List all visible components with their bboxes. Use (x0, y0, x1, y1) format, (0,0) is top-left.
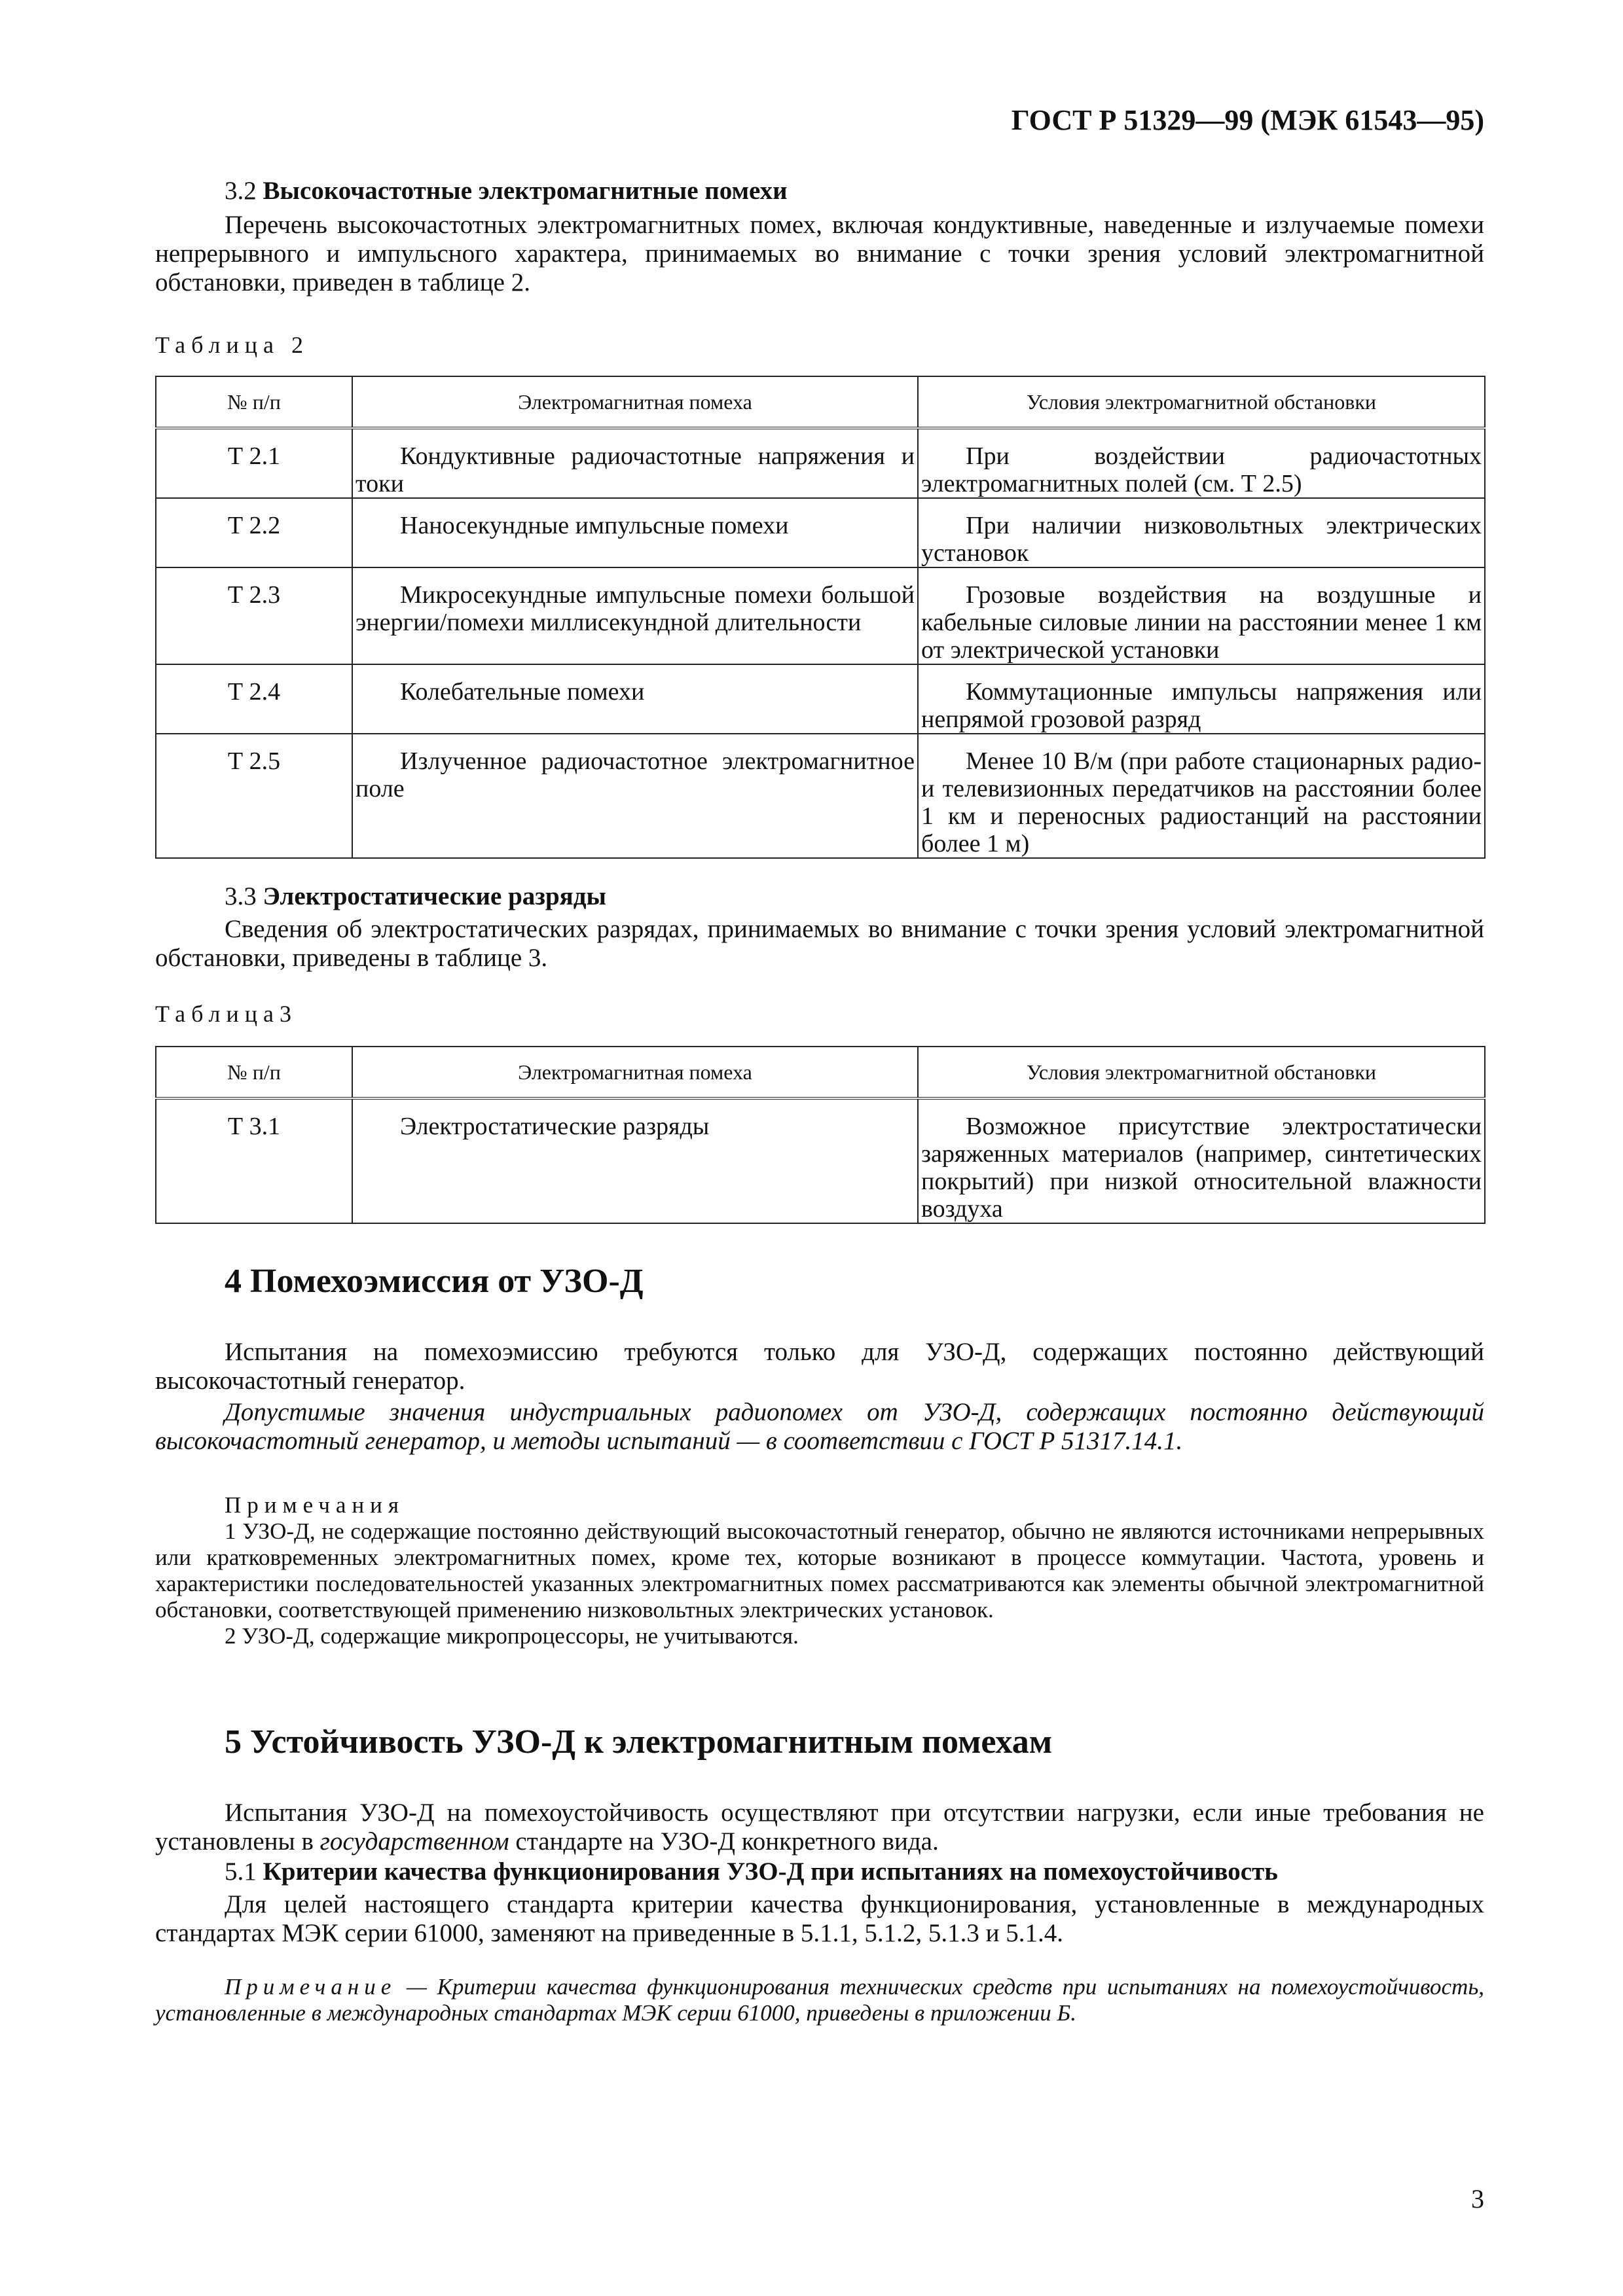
table-row (156, 664, 1485, 734)
table-2 (155, 376, 1486, 859)
section-number: 3.2 (225, 177, 257, 205)
table-3 (155, 1046, 1486, 1224)
table-row (156, 567, 1485, 664)
row-number: Т 2.3 (156, 567, 352, 664)
environment-conditions: Менее 10 В/м (при работе стационарных радио- и телевизионных передатчиков на расстоянии более 1 км и переносных радиостанций на расстоянии более 1 м) (918, 734, 1485, 858)
section-4-requirements: Допустимые значения индустриальных радиопомех от УЗО-Д, содержащих постоянно действующий высокочастотный генератор, и методы испытаний — в соответствии с ГОСТ Р 51317.14.1. (155, 1398, 1484, 1455)
table-row (156, 428, 1485, 498)
interference-type: Наносекундные импульсные помехи (352, 498, 918, 567)
section-5-para (155, 1799, 1484, 1856)
interference-type: Электростатические разряды (352, 1098, 918, 1223)
column-header: № п/п (156, 1047, 352, 1098)
environment-conditions: Коммутационные импульсы напряжения или непрямой грозовой разряд (918, 664, 1485, 734)
document-code: ГОСТ Р 51329—99 (МЭК 61543—95) (1011, 104, 1484, 136)
table-header-row (156, 1047, 1485, 1098)
section-4-heading: 4 Помехоэмиссия от УЗО-Д (225, 1263, 644, 1300)
environment-conditions: Грозовые воздействия на воздушные и кабельные силовые линии на расстоянии менее 1 км от электрической установки (918, 567, 1485, 664)
interference-type: Излученное радиочастотное электромагнитное поле (352, 734, 918, 858)
para-text: Испытания УЗО-Д на помехоустойчивость осуществляют при отсутствии нагрузки, если иные требования не установлены в (155, 1799, 1484, 1856)
interference-type: Колебательные помехи (352, 664, 918, 734)
interference-type: Кондуктивные радиочастотные напряжения и токи (352, 428, 918, 498)
column-header: Электромагнитная помеха (352, 376, 918, 428)
para-text: стандарте на УЗО-Д конкретного вида. (509, 1827, 939, 1856)
row-number: Т 2.1 (156, 428, 352, 498)
column-header: Условия электромагнитной обстановки (918, 1047, 1485, 1098)
section-5-heading: 5 Устойчивость УЗО-Д к электромагнитным помехам (225, 1723, 1053, 1761)
row-number: Т 2.4 (156, 664, 352, 734)
table-2-label: Таблица 2 (155, 332, 309, 358)
row-number: Т 2.5 (156, 734, 352, 858)
section-title: Высокочастотные электромагнитные помехи (263, 177, 788, 205)
table-header-row (156, 376, 1485, 428)
section-title: Электростатические разряды (263, 882, 606, 910)
environment-conditions: При воздействии радиочастотных электромагнитных полей (см. Т 2.5) (918, 428, 1485, 498)
environment-conditions: При наличии низковольтных электрических установок (918, 498, 1485, 567)
interference-type: Микросекундные импульсные помехи большой энергии/помехи миллисекундной длительности (352, 567, 918, 664)
note-label: Примечание (225, 1974, 397, 2000)
section-3-2-heading (225, 177, 788, 206)
table-row (156, 734, 1485, 858)
row-number: Т 2.2 (156, 498, 352, 567)
row-number: Т 3.1 (156, 1098, 352, 1223)
table-row (156, 1098, 1485, 1223)
note-1: 1 УЗО-Д, не содержащие постоянно действующий высокочастотный генератор, обычно не являются источниками непрерывных или кратковременных электромагнитных помех, кроме тех, которые возникают в процессе коммутации. Частота, уровень и характеристики последовательностей указанных электромагнитных помех рассматриваются как элементы обычной электромагнитной обстановки, соответствующей применению низковольтных электрических установок. (155, 1518, 1484, 1623)
section-3-3-heading (225, 882, 606, 911)
section-4-notes (155, 1492, 1484, 1649)
environment-conditions: Возможное присутствие электростатически заряженных материалов (например, синтетических покрытий) при низкой относительной влажности воздуха (918, 1098, 1485, 1223)
column-header: № п/п (156, 376, 352, 428)
section-5-1-heading (225, 1857, 1278, 1886)
section-5-1-text: Для целей настоящего стандарта критерии качества функционирования, установленные в международных стандартах МЭК серии 61000, заменяют на приведенные в 5.1.1, 5.1.2, 5.1.3 и 5.1.4. (155, 1890, 1484, 1947)
section-title: Критерии качества функционирования УЗО-Д при испытаниях на помехоустойчивость (263, 1857, 1278, 1886)
column-header: Электромагнитная помеха (352, 1047, 918, 1098)
section-4-para: Испытания на помехоэмиссию требуются только для УЗО-Д, содержащих постоянно действующий высокочастотный генератор. (155, 1338, 1484, 1395)
table-3-label: Таблица3 (155, 1001, 297, 1027)
section-3-2-text: Перечень высокочастотных электромагнитных помех, включая кондуктивные, наведенные и излучаемые помехи непрерывного и импульсного характера, принимаемых во внимание с точки зрения условий электромагнитной обстановки, приведен в таблице 2. (155, 211, 1484, 296)
note-text: — Критерии качества функционирования технических средств при испытаниях на помехоустойчивость, установленные в международных стандартах МЭК серии 61000, приведены в приложении Б. (155, 1974, 1484, 2026)
page-number: 3 (1471, 2184, 1484, 2214)
para-italic: государственном (319, 1827, 509, 1856)
notes-label: Примечания (225, 1492, 405, 1518)
section-number: 5.1 (225, 1857, 257, 1886)
column-header: Условия электромагнитной обстановки (918, 376, 1485, 428)
note-2: 2 УЗО-Д, содержащие микропроцессоры, не учитываются. (225, 1623, 799, 1649)
section-number: 3.3 (225, 882, 257, 910)
section-3-3-text: Сведения об электростатических разрядах, принимаемых во внимание с точки зрения условий электромагнитной обстановки, приведены в таблице 3. (155, 915, 1484, 972)
section-5-note (155, 1974, 1484, 2026)
table-row (156, 498, 1485, 567)
